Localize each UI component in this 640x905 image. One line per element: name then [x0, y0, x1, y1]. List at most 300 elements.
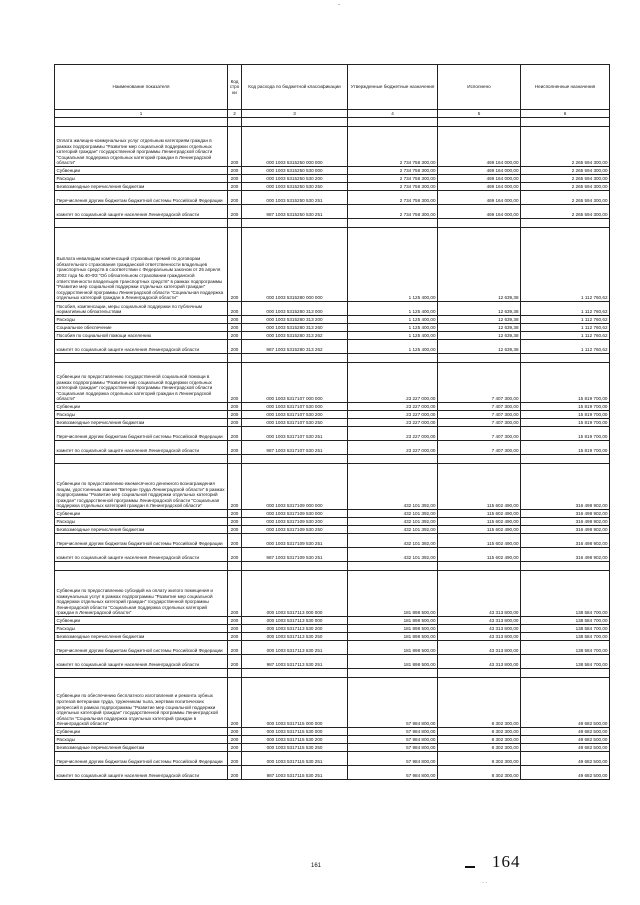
row-name: Субвенции — [55, 403, 228, 411]
row-executed: 115 602 490,00 — [438, 464, 521, 510]
row-budget-code: 000 1003 5317115 000 000 — [242, 678, 348, 728]
row-name: Безвозмездные перечисления бюджетам — [55, 183, 228, 191]
sheet-number-stamp: 164 — [492, 852, 521, 871]
row-remaining: 1 112 760,62 — [521, 302, 610, 316]
row-executed: 43 313 800,00 — [438, 571, 521, 617]
row-line-code: 200 — [228, 175, 242, 183]
row-line-code: 200 — [228, 641, 242, 655]
empty-cell — [55, 219, 228, 228]
row-executed: 43 313 800,00 — [438, 655, 521, 669]
column-number: 2 — [228, 110, 242, 118]
row-remaining: 15 819 700,00 — [521, 427, 610, 441]
row-budget-code: 987 1003 5315250 530 251 — [242, 205, 348, 219]
row-executed: 12 639,38 — [438, 316, 521, 324]
row-approved: 23 227 000,00 — [348, 403, 438, 411]
row-name: Субвенции — [55, 617, 228, 625]
row-executed: 43 313 800,00 — [438, 625, 521, 633]
table-row — [55, 766, 610, 780]
row-budget-code: 000 1003 5317113 530 250 — [242, 633, 348, 641]
row-executed: 7 407 300,00 — [438, 411, 521, 419]
header-remaining: Неисполненные назначения — [521, 65, 610, 110]
row-executed: 43 313 800,00 — [438, 633, 521, 641]
spacer-row — [55, 455, 610, 464]
table-row — [55, 518, 610, 526]
row-approved: 57 984 800,00 — [348, 752, 438, 766]
row-remaining: 316 498 902,00 — [521, 534, 610, 548]
row-name: Расходы — [55, 175, 228, 183]
row-line-code: 200 — [228, 510, 242, 518]
table-row — [55, 633, 610, 641]
row-executed: 115 602 490,00 — [438, 518, 521, 526]
table-row — [55, 736, 610, 744]
row-approved: 23 227 000,00 — [348, 419, 438, 427]
row-approved: 181 898 500,00 — [348, 655, 438, 669]
row-remaining: 2 265 594 300,00 — [521, 183, 610, 191]
empty-cell — [521, 354, 610, 363]
spacer-row — [55, 354, 610, 363]
column-number: 5 — [438, 110, 521, 118]
row-remaining: 138 584 700,00 — [521, 625, 610, 633]
spacer-row — [55, 219, 610, 228]
empty-cell — [55, 455, 228, 464]
empty-cell — [438, 118, 521, 127]
row-approved: 432 101 392,00 — [348, 510, 438, 518]
row-remaining: 316 498 902,00 — [521, 464, 610, 510]
row-name: Субвенции по предоставлению субсидий на оплату жилого помещения и коммунальных услуг в рамках подпрограммы "Развитие мер социальной поддержки отдельных категорий граждан" государственной программы Ленинградской области "Социальная поддержка отдельных категорий граждан в Ленинградской области" — [55, 571, 228, 617]
row-line-code: 200 — [228, 617, 242, 625]
column-number: 4 — [348, 110, 438, 118]
empty-cell — [348, 118, 438, 127]
page-number: 161 — [311, 863, 322, 869]
empty-cell — [242, 118, 348, 127]
row-remaining: 2 265 594 300,00 — [521, 205, 610, 219]
row-approved: 57 984 800,00 — [348, 678, 438, 728]
row-approved: 432 101 392,00 — [348, 518, 438, 526]
row-line-code: 200 — [228, 324, 242, 332]
empty-cell — [242, 455, 348, 464]
empty-cell — [438, 219, 521, 228]
row-line-code: 200 — [228, 340, 242, 354]
table-row — [55, 744, 610, 752]
row-budget-code: 000 1003 5315250 000 000 — [242, 127, 348, 167]
row-line-code: 200 — [228, 655, 242, 669]
row-executed: 7 407 300,00 — [438, 441, 521, 455]
row-budget-code: 000 1003 5317107 000 000 — [242, 363, 348, 403]
row-name: Субвенции — [55, 728, 228, 736]
table-row — [55, 625, 610, 633]
row-budget-code: 000 1003 5317109 530 200 — [242, 518, 348, 526]
row-remaining: 15 819 700,00 — [521, 411, 610, 419]
row-approved: 432 101 392,00 — [348, 464, 438, 510]
row-line-code: 200 — [228, 728, 242, 736]
table-row — [55, 175, 610, 183]
row-executed: 115 602 490,00 — [438, 510, 521, 518]
row-line-code: 200 — [228, 127, 242, 167]
row-remaining: 1 112 760,62 — [521, 332, 610, 340]
table-row — [55, 526, 610, 534]
row-remaining: 2 265 594 300,00 — [521, 127, 610, 167]
row-remaining: 1 112 760,62 — [521, 324, 610, 332]
table-row — [55, 548, 610, 562]
row-executed: 469 164 000,00 — [438, 127, 521, 167]
row-budget-code: 000 1003 5315250 530 000 — [242, 167, 348, 175]
row-budget-code: 000 1003 5315250 530 250 — [242, 183, 348, 191]
empty-cell — [521, 669, 610, 678]
row-line-code: 200 — [228, 571, 242, 617]
row-approved: 1 125 400,00 — [348, 302, 438, 316]
row-budget-code: 000 1003 5315250 530 200 — [242, 175, 348, 183]
row-budget-code: 000 1003 5315250 530 251 — [242, 191, 348, 205]
row-name: Перечисления другим бюджетам бюджетной системы Российской Федерации — [55, 191, 228, 205]
row-name: Безвозмездные перечисления бюджетам — [55, 419, 228, 427]
footer-dash — [465, 866, 475, 868]
row-executed: 12 639,38 — [438, 228, 521, 302]
table-row — [55, 403, 610, 411]
row-name: Субвенции — [55, 167, 228, 175]
row-budget-code: 000 1003 5317113 000 000 — [242, 571, 348, 617]
empty-cell — [242, 354, 348, 363]
table-row — [55, 167, 610, 175]
table-row — [55, 427, 610, 441]
row-approved: 2 734 758 300,00 — [348, 205, 438, 219]
spacer-row — [55, 118, 610, 127]
row-remaining: 316 498 902,00 — [521, 526, 610, 534]
row-name: Расходы — [55, 316, 228, 324]
row-executed: 8 302 300,00 — [438, 744, 521, 752]
empty-cell — [55, 118, 228, 127]
row-line-code: 200 — [228, 228, 242, 302]
row-budget-code: 987 1003 5317109 530 251 — [242, 548, 348, 562]
row-name: Субвенции — [55, 510, 228, 518]
empty-cell — [438, 455, 521, 464]
row-remaining: 49 682 500,00 — [521, 678, 610, 728]
row-approved: 1 125 400,00 — [348, 340, 438, 354]
row-line-code: 200 — [228, 427, 242, 441]
row-approved: 432 101 392,00 — [348, 548, 438, 562]
row-executed: 8 302 300,00 — [438, 736, 521, 744]
row-line-code: 200 — [228, 363, 242, 403]
row-budget-code: 000 1003 5317115 530 000 — [242, 728, 348, 736]
table-row — [55, 302, 610, 316]
empty-cell — [438, 562, 521, 571]
table-row — [55, 324, 610, 332]
row-executed: 469 164 000,00 — [438, 175, 521, 183]
column-number-row — [55, 110, 610, 118]
row-approved: 181 898 500,00 — [348, 641, 438, 655]
row-remaining: 1 112 760,62 — [521, 228, 610, 302]
row-budget-code: 000 1003 5315280 313 262 — [242, 332, 348, 340]
empty-cell — [521, 455, 610, 464]
row-remaining: 49 682 500,00 — [521, 744, 610, 752]
row-budget-code: 987 1003 5317115 530 251 — [242, 766, 348, 780]
row-approved: 57 984 800,00 — [348, 766, 438, 780]
row-line-code: 200 — [228, 625, 242, 633]
row-budget-code: 000 1003 5317115 530 251 — [242, 752, 348, 766]
row-budget-code: 000 1003 5317109 000 000 — [242, 464, 348, 510]
table-row — [55, 363, 610, 403]
table-row — [55, 464, 610, 510]
row-line-code: 200 — [228, 441, 242, 455]
row-line-code: 200 — [228, 419, 242, 427]
row-executed: 115 602 490,00 — [438, 534, 521, 548]
row-remaining: 316 498 902,00 — [521, 548, 610, 562]
table-row — [55, 441, 610, 455]
table-row — [55, 205, 610, 219]
row-remaining: 138 584 700,00 — [521, 655, 610, 669]
empty-cell — [228, 562, 242, 571]
row-budget-code: 000 1003 5317109 530 000 — [242, 510, 348, 518]
empty-cell — [55, 354, 228, 363]
empty-cell — [348, 219, 438, 228]
table-body — [55, 118, 610, 780]
table-row — [55, 411, 610, 419]
row-line-code: 200 — [228, 526, 242, 534]
row-approved: 1 125 400,00 — [348, 324, 438, 332]
row-name: Оплата жилищно-коммунальных услуг отдельным категориям граждан в рамках подпрограммы "Развитие мер социальной поддержки отдельных категорий граждан" государственной программы Ленинградской области "Социальная поддержка отдельных категорий граждан в Ленинградской области" — [55, 127, 228, 167]
row-name: Пособия, компенсации, меры социальной поддержки по публичным нормативным обязательствам — [55, 302, 228, 316]
empty-cell — [228, 118, 242, 127]
row-name: Перечисления другим бюджетам бюджетной системы Российской Федерации — [55, 752, 228, 766]
row-remaining: 138 584 700,00 — [521, 641, 610, 655]
row-remaining: 1 112 760,62 — [521, 340, 610, 354]
header-line-code: Код стро ки — [228, 65, 242, 110]
row-remaining: 1 112 760,62 — [521, 316, 610, 324]
row-executed: 7 407 300,00 — [438, 419, 521, 427]
row-budget-code: 000 1003 5317107 530 000 — [242, 403, 348, 411]
row-name: Безвозмездные перечисления бюджетам — [55, 633, 228, 641]
row-approved: 57 984 800,00 — [348, 744, 438, 752]
row-line-code: 200 — [228, 411, 242, 419]
row-line-code: 200 — [228, 736, 242, 744]
empty-cell — [521, 118, 610, 127]
row-budget-code: 000 1003 5315280 313 260 — [242, 324, 348, 332]
empty-cell — [242, 219, 348, 228]
row-budget-code: 000 1003 5317109 530 250 — [242, 526, 348, 534]
table-row — [55, 191, 610, 205]
empty-cell — [242, 669, 348, 678]
row-approved: 432 101 392,00 — [348, 526, 438, 534]
empty-cell — [55, 562, 228, 571]
row-executed: 8 302 300,00 — [438, 678, 521, 728]
row-executed: 7 407 300,00 — [438, 403, 521, 411]
row-remaining: 138 584 700,00 — [521, 617, 610, 625]
row-approved: 23 227 000,00 — [348, 441, 438, 455]
row-approved: 1 125 400,00 — [348, 228, 438, 302]
table-row — [55, 752, 610, 766]
row-remaining: 316 498 902,00 — [521, 510, 610, 518]
row-executed: 7 407 300,00 — [438, 363, 521, 403]
row-name: Субвенции по обеспечению бесплатного изготовления и ремонта зубных протезов ветеранам труда, труженикам тыла, жертвам политических репрессий в рамках подпрограммы "Развитие мер социальной поддержки отдельных категорий граждан" государственной программы Ленинградской области "Социальная поддержка отдельных категорий граждан в Ленинградской области" — [55, 678, 228, 728]
row-approved: 2 734 758 300,00 — [348, 191, 438, 205]
table-row — [55, 419, 610, 427]
table-row — [55, 678, 610, 728]
header-budget-code: Код расхода по бюджетной классификации — [242, 65, 348, 110]
empty-cell — [348, 669, 438, 678]
row-approved: 181 898 500,00 — [348, 617, 438, 625]
column-number: 1 — [55, 110, 228, 118]
row-line-code: 200 — [228, 302, 242, 316]
row-line-code: 200 — [228, 633, 242, 641]
row-name: комитет по социальной защите населения Ленинградской области — [55, 205, 228, 219]
row-name: комитет по социальной защите населения Ленинградской области — [55, 766, 228, 780]
row-executed: 43 313 800,00 — [438, 641, 521, 655]
row-budget-code: 987 1003 5317107 530 251 — [242, 441, 348, 455]
row-line-code: 200 — [228, 518, 242, 526]
empty-cell — [438, 354, 521, 363]
row-name: Расходы — [55, 518, 228, 526]
table-row — [55, 617, 610, 625]
row-remaining: 49 682 500,00 — [521, 728, 610, 736]
row-name: Безвозмездные перечисления бюджетам — [55, 526, 228, 534]
row-name: комитет по социальной защите населения Ленинградской области — [55, 548, 228, 562]
row-remaining: 49 682 500,00 — [521, 766, 610, 780]
empty-cell — [521, 562, 610, 571]
row-budget-code: 000 1003 5317109 530 251 — [242, 534, 348, 548]
row-line-code: 200 — [228, 464, 242, 510]
row-name: Перечисления другим бюджетам бюджетной системы Российской Федерации — [55, 427, 228, 441]
row-name: Социальное обеспечение — [55, 324, 228, 332]
row-executed: 469 164 000,00 — [438, 167, 521, 175]
row-budget-code: 000 1003 5315280 313 000 — [242, 302, 348, 316]
row-name: комитет по социальной защите населения Ленинградской области — [55, 655, 228, 669]
row-remaining: 138 584 700,00 — [521, 571, 610, 617]
row-name: Перечисления другим бюджетам бюджетной системы Российской Федерации — [55, 641, 228, 655]
row-budget-code: 000 1003 5315280 313 200 — [242, 316, 348, 324]
row-line-code: 200 — [228, 403, 242, 411]
row-approved: 1 125 400,00 — [348, 316, 438, 324]
spacer-row — [55, 562, 610, 571]
row-name: комитет по социальной защите населения Ленинградской области — [55, 340, 228, 354]
row-name: Субвенции по предоставлению ежемесячного денежного вознаграждения лицам, удостоенным звания "Ветеран труда Ленинградской области" в рамках подпрограммы "Развитие мер социальной поддержки отдельных категорий граждан" государственной программы Ленинградской области "Социальная поддержка отдельных категорий граждан в Ленинградской области" — [55, 464, 228, 510]
row-remaining: 138 584 700,00 — [521, 633, 610, 641]
empty-cell — [521, 219, 610, 228]
row-line-code: 200 — [228, 332, 242, 340]
row-name: Расходы — [55, 736, 228, 744]
empty-cell — [348, 562, 438, 571]
row-budget-code: 987 1003 5315280 313 262 — [242, 340, 348, 354]
row-executed: 469 164 000,00 — [438, 191, 521, 205]
header-indicator-name: Наименование показателя — [55, 65, 228, 110]
row-approved: 23 227 000,00 — [348, 411, 438, 419]
row-budget-code: 000 1003 5317107 530 250 — [242, 419, 348, 427]
empty-cell — [228, 354, 242, 363]
row-executed: 8 302 300,00 — [438, 728, 521, 736]
table-header-row — [55, 65, 610, 110]
empty-cell — [55, 669, 228, 678]
row-line-code: 200 — [228, 167, 242, 175]
row-executed: 8 302 300,00 — [438, 766, 521, 780]
row-name: Расходы — [55, 625, 228, 633]
table-row — [55, 728, 610, 736]
row-approved: 1 125 400,00 — [348, 332, 438, 340]
table-row — [55, 655, 610, 669]
table-row — [55, 641, 610, 655]
row-line-code: 200 — [228, 766, 242, 780]
row-name: Выплата инвалидам компенсаций страховых премий по договорам обязательного страхования гражданской ответственности владельцев транспортных средств в соответствии с Федеральным законом от 25 апреля 2002 года № 40-ФЗ "Об обязательном страховании гражданской ответственности владельцев транспортных средств" в рамках подпрограммы "Развитие мер социальной поддержки отдельных категорий граждан" государственной программы Ленинградской области "Социальная поддержка отдельных категорий граждан в Ленинградской области" — [55, 228, 228, 302]
table-row — [55, 183, 610, 191]
row-budget-code: 000 1003 5317115 530 200 — [242, 736, 348, 744]
empty-cell — [228, 219, 242, 228]
empty-cell — [348, 455, 438, 464]
row-remaining: 15 819 700,00 — [521, 419, 610, 427]
row-executed: 43 313 800,00 — [438, 617, 521, 625]
empty-cell — [438, 669, 521, 678]
row-name: Безвозмездные перечисления бюджетам — [55, 744, 228, 752]
budget-execution-table — [54, 64, 610, 780]
row-executed: 12 639,38 — [438, 332, 521, 340]
row-executed: 469 164 000,00 — [438, 183, 521, 191]
row-remaining: 15 819 700,00 — [521, 403, 610, 411]
table-row — [55, 127, 610, 167]
row-approved: 2 734 758 300,00 — [348, 167, 438, 175]
empty-cell — [228, 669, 242, 678]
row-line-code: 200 — [228, 548, 242, 562]
row-executed: 12 639,38 — [438, 324, 521, 332]
row-line-code: 200 — [228, 752, 242, 766]
row-budget-code: 000 1003 5317107 530 200 — [242, 411, 348, 419]
row-remaining: 316 498 902,00 — [521, 518, 610, 526]
row-remaining: 2 265 594 300,00 — [521, 191, 610, 205]
empty-cell — [242, 562, 348, 571]
row-budget-code: 000 1003 5317115 530 250 — [242, 744, 348, 752]
row-approved: 181 898 500,00 — [348, 571, 438, 617]
row-executed: 469 164 000,00 — [438, 205, 521, 219]
row-approved: 57 984 800,00 — [348, 736, 438, 744]
row-name: Перечисления другим бюджетам бюджетной системы Российской Федерации — [55, 534, 228, 548]
row-approved: 181 898 500,00 — [348, 633, 438, 641]
row-approved: 23 227 000,00 — [348, 363, 438, 403]
table-row — [55, 316, 610, 324]
row-approved: 2 734 758 300,00 — [348, 183, 438, 191]
row-approved: 432 101 392,00 — [348, 534, 438, 548]
table-row — [55, 228, 610, 302]
row-name: комитет по социальной защите населения Ленинградской области — [55, 441, 228, 455]
row-approved: 23 227 000,00 — [348, 427, 438, 441]
row-approved: 181 898 500,00 — [348, 625, 438, 633]
row-remaining: 15 819 700,00 — [521, 441, 610, 455]
empty-cell — [228, 455, 242, 464]
row-executed: 115 602 490,00 — [438, 526, 521, 534]
row-line-code: 200 — [228, 744, 242, 752]
row-remaining: 2 265 594 300,00 — [521, 167, 610, 175]
row-budget-code: 000 1003 5317113 530 200 — [242, 625, 348, 633]
row-approved: 2 734 758 300,00 — [348, 175, 438, 183]
row-line-code: 200 — [228, 205, 242, 219]
row-budget-code: 000 1003 5317107 530 251 — [242, 427, 348, 441]
top-mark: - — [338, 2, 340, 8]
row-budget-code: 000 1003 5315280 000 000 — [242, 228, 348, 302]
row-line-code: 200 — [228, 183, 242, 191]
scan-dots: · · — [482, 880, 488, 886]
row-budget-code: 987 1003 5317113 530 251 — [242, 655, 348, 669]
row-budget-code: 000 1003 5317113 530 251 — [242, 641, 348, 655]
row-name: Субвенции по предоставлению государственной социальной помощи в рамках подпрограммы "Развитие мер социальной поддержки отдельных категорий граждан" государственной программы Ленинградской области "Социальная поддержка отдельных категорий граждан в Ленинградской области" — [55, 363, 228, 403]
row-executed: 7 407 300,00 — [438, 427, 521, 441]
row-executed: 12 639,38 — [438, 340, 521, 354]
row-name: Расходы — [55, 411, 228, 419]
row-line-code: 200 — [228, 316, 242, 324]
header-approved: Утвержденные бюджетные назначения — [348, 65, 438, 110]
row-approved: 2 734 758 300,00 — [348, 127, 438, 167]
empty-cell — [348, 354, 438, 363]
column-number: 3 — [242, 110, 348, 118]
row-remaining: 49 682 500,00 — [521, 752, 610, 766]
row-line-code: 200 — [228, 191, 242, 205]
row-approved: 57 984 800,00 — [348, 728, 438, 736]
table-row — [55, 332, 610, 340]
row-budget-code: 000 1003 5317113 530 000 — [242, 617, 348, 625]
column-number: 6 — [521, 110, 610, 118]
